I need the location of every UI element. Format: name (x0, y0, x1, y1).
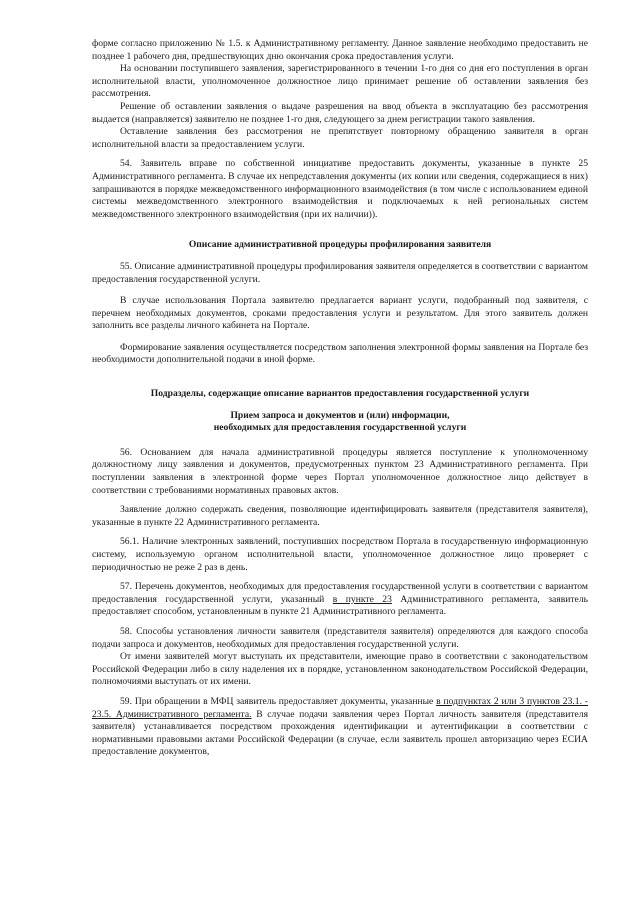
paragraph-form-appendix: форме согласно приложению № 1.5. к Административному регламенту. Данное заявление необходимо предоставить не позднее 1 рабочего дня, предшествующих дню окончания срока предоставления услуги. (92, 38, 588, 62)
paragraph-56-identification: Заявление должно содержать сведения, позволяющие идентифицировать заявителя (представителя заявителя), указанные в пункте 22 Административного регламента. (92, 504, 588, 528)
paragraph-57-link[interactable]: в пункте 23 (332, 593, 392, 605)
paragraph-59-text-start: 59. При обращении в МФЦ заявитель предоставляет документы, указанные (120, 695, 437, 707)
paragraph-56: 56. Основанием для начала административной процедуры является поступление к уполномоченному должностному лицу заявления и документов, предусмотренных пунктом 23 Административного регламента. При поступлении заявления в электронной форме через Портал уполномоченное должностное лицо действует в соответствии с требованиями нормативных правовых актов. (92, 446, 588, 496)
paragraph-59-text-end: В случае подачи заявления через Портал личность заявителя (представителя заявителя) устанавливается посредством прохождения идентификации и аутентификации в соответствии с нормативными правовыми актами Российской Федерации (в случае, если заявитель прошел авторизацию через ЕСИА предоставление документов, (92, 708, 588, 758)
paragraph-56-1: 56.1. Наличие электронных заявлений, поступивших посредством Портала в государственную информационную систему, используемую органом исполнительной власти, уполномоченное должностное лицо проверяет с периодичностью не реже 2 раз в день. (92, 536, 588, 573)
paragraph-decision-basis: На основании поступившего заявления, зарегистрированного в течении 1-го дня со дня его поступления в орган исполнительной власти, уполномоченное должностное лицо принимает решение об оставлении заявления без рассмотрения. (92, 63, 588, 100)
paragraph-55-form: Формирование заявления осуществляется посредством заполнения электронной формы заявления на Портале без необходимости дополнительной подачи в иной форме. (92, 341, 588, 366)
heading-reception-line1: Прием запроса и документов и (или) информации, (230, 409, 450, 421)
paragraph-55-portal: В случае использования Портала заявителю предлагается вариант услуги, подобранный под заявителя, с перечнем необходимых документов, сроками предоставления услуги и результатом. Для этого заявитель должен заполнить все разделы личного кабинета на Портале. (92, 295, 588, 332)
paragraph-59 (92, 696, 588, 759)
heading-reception-line2: необходимых для предоставления государственной услуги (213, 422, 467, 434)
paragraph-54: 54. Заявитель вправе по собственной инициативе предоставить документы, указанные в пункте 25 Административного регламента. В случае их непредставления документы (их копии или сведения, содержащиеся в них) запрашиваются в порядке межведомственного информационного взаимодействия (в том числе с использованием единой системы межведомственного электронного взаимодействия и подключаемых к ней региональных систем межведомственного электронного взаимодействия (при их наличии)). (92, 158, 588, 220)
paragraph-59-link[interactable]: в подпунктах 2 или 3 пунктов 23.1. - 23.5. Административного регламента. (92, 695, 588, 720)
paragraph-repeat-request: Оставление заявления без рассмотрения не препятствует повторному обращению заявителя в орган исполнительной власти за предоставлением услуги. (92, 126, 588, 150)
paragraph-55: 55. Описание административной процедуры профилирования заявителя определяется в соответствии с вариантом предоставления государственной услуги. (92, 260, 588, 285)
paragraph-57 (92, 581, 588, 619)
heading-subsections: Подразделы, содержащие описание вариантов предоставления государственной услуги (150, 388, 530, 400)
heading-profiling: Описание административной процедуры профилирования заявителя (188, 239, 492, 251)
paragraph-57-text-end: Административного регламента, заявитель предоставляет способом, установленным в пункте 21 Административного регламента. (92, 593, 588, 618)
paragraph-decision-issue: Решение об оставлении заявления о выдаче разрешения на ввод объекта в эксплуатацию без рассмотрения выдается (направляется) заявителю не позднее 1-го дня, следующего за днем регистрации такого заявления. (92, 100, 588, 125)
paragraph-57-text-start: 57. Перечень документов, необходимых для предоставления государственной услуги в соответствии с вариантом предоставления государственной услуги, указанный (92, 581, 588, 605)
paragraph-58-representatives: От имени заявителей могут выступать их представители, имеющие право в соответствии с законодательством Российской Федерации либо в силу наделения их в порядке, установленном законодательством Российской Федерации, полномочиями выступать от их имени. (92, 651, 588, 688)
paragraph-58: 58. Способы установления личности заявителя (представителя заявителя) определяются для каждого способа подачи запроса и документов, необходимых для предоставления государственной услуги. (92, 625, 588, 650)
